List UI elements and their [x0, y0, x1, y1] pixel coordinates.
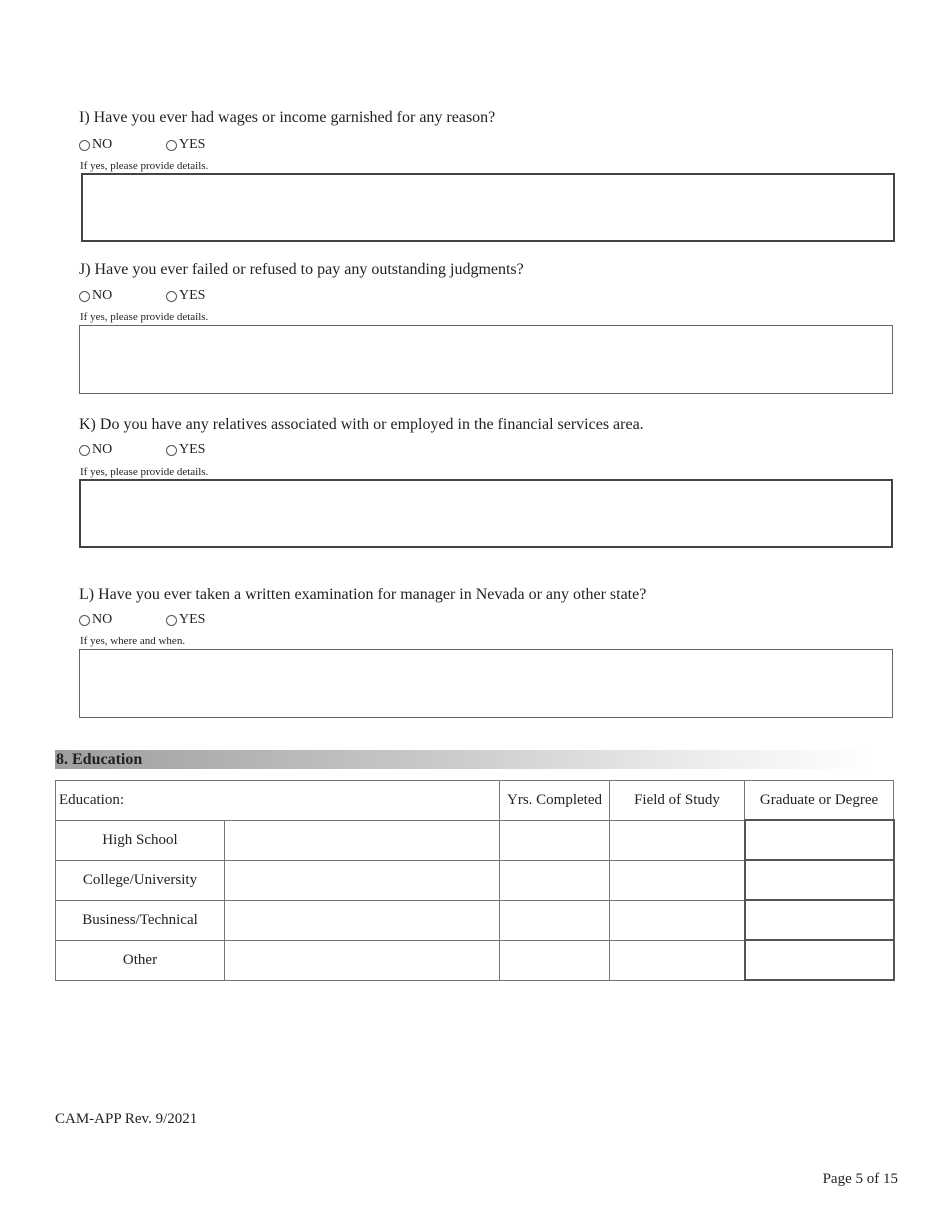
question-l-hint: If yes, where and when. — [80, 635, 186, 647]
years-completed-input[interactable] — [500, 820, 610, 860]
years-completed-header: Yrs. Completed — [500, 781, 610, 821]
question-j-details-field[interactable] — [79, 325, 893, 394]
radio-circle-icon[interactable] — [166, 140, 177, 151]
table-row — [56, 940, 894, 980]
question-i-details-field[interactable] — [81, 173, 895, 242]
question-j-yes-option[interactable]: YES — [166, 288, 205, 304]
table-row — [56, 820, 894, 860]
table-row — [56, 900, 894, 940]
education-section-header — [55, 750, 875, 769]
table-row — [56, 860, 894, 900]
question-j-no-option[interactable]: NO — [79, 288, 112, 304]
radio-circle-icon[interactable] — [166, 291, 177, 302]
question-j-hint: If yes, please provide details. — [80, 311, 209, 323]
radio-circle-icon[interactable] — [166, 615, 177, 626]
question-l-no-option[interactable]: NO — [79, 612, 112, 628]
radio-circle-icon[interactable] — [79, 615, 90, 626]
school-name-input[interactable] — [225, 900, 500, 940]
question-l-yes-option[interactable]: YES — [166, 612, 205, 628]
education-level-label: High School — [56, 820, 225, 860]
question-k-no-option[interactable]: NO — [79, 442, 112, 458]
question-k-yes-option[interactable]: YES — [166, 442, 205, 458]
school-name-input[interactable] — [225, 860, 500, 900]
question-i-label: I) Have you ever had wages or income garnished for any reason? — [79, 109, 496, 126]
field-of-study-input[interactable] — [610, 900, 745, 940]
form-revision-label: CAM-APP Rev. 9/2021 — [55, 1111, 198, 1127]
question-k-label: K) Do you have any relatives associated with or employed in the financial services area. — [79, 416, 644, 433]
field-of-study-input[interactable] — [610, 940, 745, 980]
education-section-title: 8. Education — [56, 751, 143, 768]
page-number: Page 5 of 15 — [822, 1171, 898, 1187]
education-header-row — [56, 781, 894, 821]
question-k-hint: If yes, please provide details. — [80, 466, 209, 478]
question-i-hint: If yes, please provide details. — [80, 160, 209, 172]
radio-circle-icon[interactable] — [79, 291, 90, 302]
radio-circle-icon[interactable] — [166, 445, 177, 456]
graduate-degree-input[interactable] — [745, 940, 894, 980]
graduate-degree-input[interactable] — [745, 860, 894, 900]
graduate-degree-input[interactable] — [745, 820, 894, 860]
field-of-study-header: Field of Study — [610, 781, 745, 821]
school-name-input[interactable] — [225, 820, 500, 860]
school-name-input[interactable] — [225, 940, 500, 980]
question-i-no-option[interactable]: NO — [79, 137, 112, 153]
graduate-degree-header: Graduate or Degree — [745, 781, 894, 821]
years-completed-input[interactable] — [500, 900, 610, 940]
question-i-yes-option[interactable]: YES — [166, 137, 205, 153]
education-header: Education: — [56, 781, 500, 821]
graduate-degree-input[interactable] — [745, 900, 894, 940]
radio-circle-icon[interactable] — [79, 445, 90, 456]
years-completed-input[interactable] — [500, 940, 610, 980]
question-l-details-field[interactable] — [79, 649, 893, 718]
education-table — [55, 780, 895, 981]
field-of-study-input[interactable] — [610, 860, 745, 900]
radio-circle-icon[interactable] — [79, 140, 90, 151]
education-level-label: Business/Technical — [56, 900, 225, 940]
years-completed-input[interactable] — [500, 860, 610, 900]
question-j-label: J) Have you ever failed or refused to pay any outstanding judgments? — [79, 261, 524, 278]
education-level-label: College/University — [56, 860, 225, 900]
field-of-study-input[interactable] — [610, 820, 745, 860]
education-level-label: Other — [56, 940, 225, 980]
question-l-label: L) Have you ever taken a written examination for manager in Nevada or any other state? — [79, 586, 647, 603]
question-k-details-field[interactable] — [79, 479, 893, 548]
